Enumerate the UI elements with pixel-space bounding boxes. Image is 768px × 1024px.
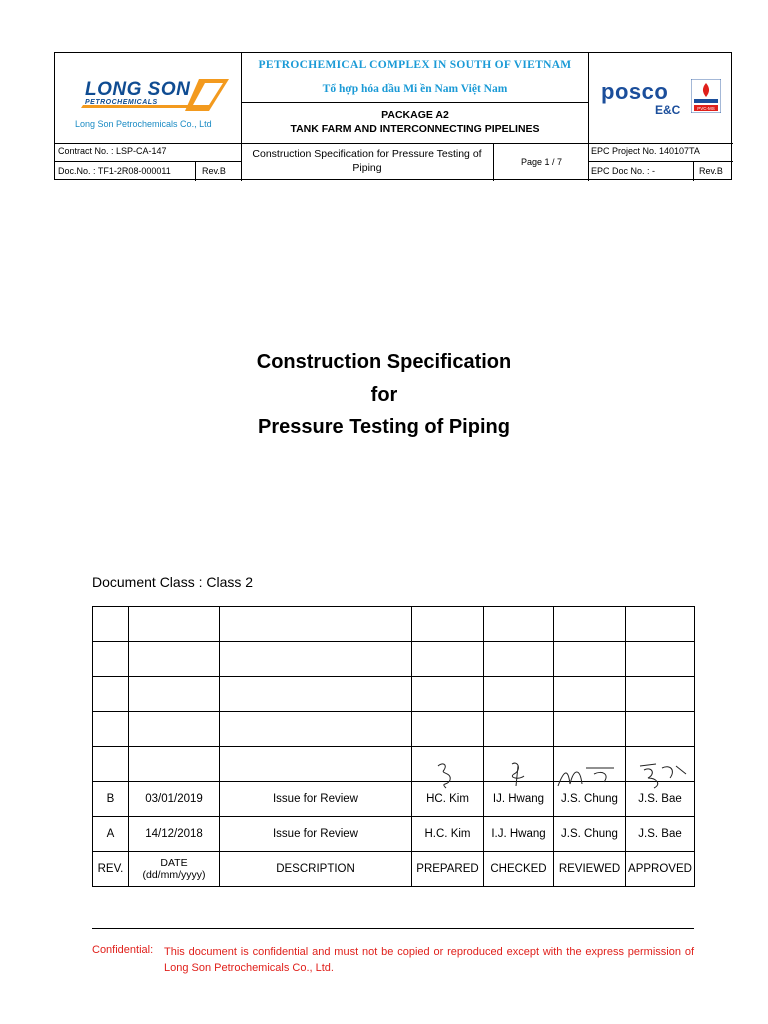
table-cell: J.S. Chung — [554, 817, 626, 852]
table-cell: HC. Kim — [412, 782, 484, 817]
table-row — [93, 607, 695, 642]
project-subtitle: Tổ hợp hóa dầu Mi ền Nam Việt Nam — [322, 83, 508, 95]
table-cell: IJ. Hwang — [484, 782, 554, 817]
document-title-line-2: for — [370, 384, 398, 406]
page-number: Page 1 / 7 — [520, 157, 563, 167]
confidential-label: Confidential: — [92, 944, 154, 956]
posco-enc-label: E&C — [655, 103, 681, 117]
table-cell — [626, 642, 695, 677]
table-cell — [129, 677, 220, 712]
divider — [241, 143, 588, 144]
revision-label: Rev.B — [202, 166, 226, 176]
logo-subtitle: PETROCHEMICALS — [85, 99, 158, 106]
table-cell: J.S. Chung — [554, 782, 626, 817]
table-cell — [93, 607, 129, 642]
divider — [693, 161, 694, 181]
table-cell — [484, 677, 554, 712]
table-header-cell: DESCRIPTION — [220, 852, 412, 887]
table-cell — [93, 677, 129, 712]
table-cell — [554, 607, 626, 642]
table-cell — [412, 642, 484, 677]
table-cell — [412, 607, 484, 642]
table-cell — [220, 712, 412, 747]
table-header-cell: REV. — [93, 852, 129, 887]
table-cell — [412, 747, 484, 782]
table-header-cell: CHECKED — [484, 852, 554, 887]
table-cell — [554, 747, 626, 782]
logo-name: LONG SON — [85, 79, 191, 100]
revision-table — [92, 606, 695, 887]
document-title-line-3: Pressure Testing of Piping — [258, 416, 510, 438]
table-cell: I.J. Hwang — [484, 817, 554, 852]
table-cell — [626, 607, 695, 642]
table-cell — [626, 677, 695, 712]
table-row — [93, 747, 695, 782]
table-row — [93, 642, 695, 677]
table-cell — [129, 747, 220, 782]
document-class: Document Class : Class 2 — [92, 574, 254, 590]
company-caption: Long Son Petrochemicals Co., Ltd — [75, 119, 212, 129]
confidential-notice: This document is confidential and must not be copied or reproduced except with the express permission of Long Son Petrochemicals Co., Ltd. — [164, 946, 694, 974]
table-cell — [220, 677, 412, 712]
divider — [588, 161, 733, 162]
table-row — [93, 712, 695, 747]
table-header-cell: PREPARED — [412, 852, 484, 887]
table-cell — [626, 712, 695, 747]
table-cell: Issue for Review — [220, 817, 412, 852]
table-cell — [129, 607, 220, 642]
table-cell — [554, 677, 626, 712]
long-son-logo — [55, 53, 241, 145]
divider — [55, 161, 241, 162]
petrovietnam-logo-icon — [691, 79, 721, 113]
divider — [493, 143, 494, 181]
table-row — [93, 677, 695, 712]
table-header-cell: REVIEWED — [554, 852, 626, 887]
table-cell: A — [93, 817, 129, 852]
document-number: Doc.No. : TF1-2R08-000011 — [58, 166, 171, 176]
divider — [588, 143, 733, 144]
table-cell — [93, 747, 129, 782]
epc-document-number: EPC Doc No. : - — [591, 166, 656, 176]
table-header-row — [93, 852, 695, 887]
footer-rule — [92, 928, 694, 929]
package-name: TANK FARM AND INTERCONNECTING PIPELINES — [290, 123, 540, 135]
table-cell: H.C. Kim — [412, 817, 484, 852]
project-title: PETROCHEMICAL COMPLEX IN SOUTH OF VIETNAM — [258, 59, 572, 71]
document-header — [54, 52, 732, 180]
table-cell: J.S. Bae — [626, 817, 695, 852]
table-row — [93, 782, 695, 817]
table-cell — [554, 642, 626, 677]
table-cell: 14/12/2018 — [129, 817, 220, 852]
table-cell — [484, 747, 554, 782]
posco-logo: posco — [601, 79, 669, 104]
table-cell — [626, 747, 695, 782]
table-cell: Issue for Review — [220, 782, 412, 817]
table-row — [93, 817, 695, 852]
table-cell — [220, 607, 412, 642]
table-cell: B — [93, 782, 129, 817]
pv-logo-text: PVC-MS — [697, 106, 715, 111]
table-cell — [412, 712, 484, 747]
table-cell: 03/01/2019 — [129, 782, 220, 817]
table-cell — [129, 712, 220, 747]
package-label: PACKAGE A2 — [381, 109, 449, 121]
specification-title: Construction Specification for Pressure Testing of Piping — [252, 148, 482, 174]
table-cell — [129, 642, 220, 677]
table-cell: J.S. Bae — [626, 782, 695, 817]
table-header-cell: APPROVED — [626, 852, 695, 887]
table-cell — [484, 642, 554, 677]
contract-number: Contract No. : LSP-CA-147 — [58, 146, 167, 156]
table-cell — [554, 712, 626, 747]
epc-revision-label: Rev.B — [699, 166, 723, 176]
table-cell — [412, 677, 484, 712]
document-title-line-1: Construction Specification — [256, 351, 512, 373]
table-cell — [484, 712, 554, 747]
divider — [195, 161, 196, 181]
table-cell — [93, 712, 129, 747]
table-cell — [93, 642, 129, 677]
table-cell — [484, 607, 554, 642]
epc-project-number: EPC Project No. 140107TA — [591, 146, 700, 156]
table-header-cell: DATE (dd/mm/yyyy) — [129, 852, 220, 887]
table-cell — [220, 642, 412, 677]
table-cell — [220, 747, 412, 782]
divider — [241, 102, 588, 103]
